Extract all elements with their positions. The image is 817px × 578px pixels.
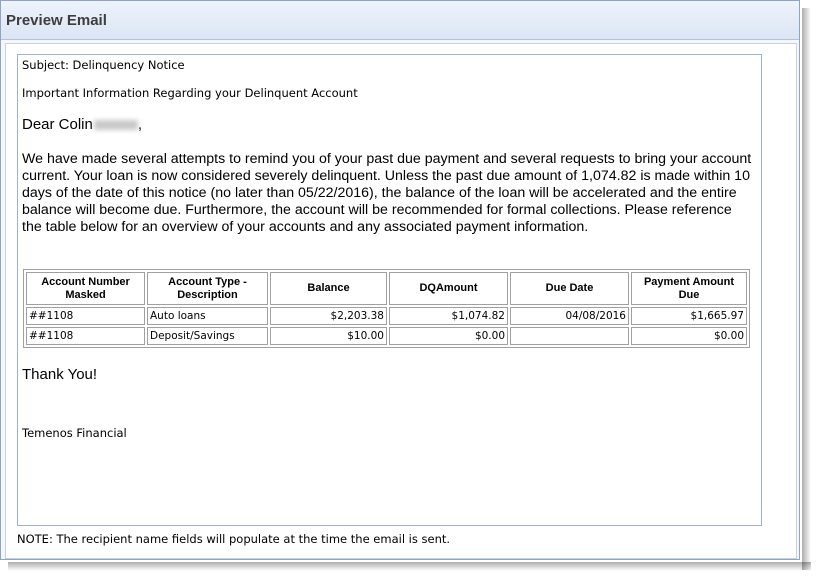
col-header-payment-due: Payment Amount Due	[631, 272, 747, 305]
email-thanks: Thank You!	[22, 366, 98, 383]
window-shadow-right	[802, 8, 811, 570]
redacted-last-name	[94, 120, 138, 130]
cell-due-date: 04/08/2016	[510, 307, 629, 325]
cell-account-number: ##1108	[26, 307, 145, 325]
cell-due-date	[510, 327, 629, 345]
cell-payment-due: $0.00	[631, 327, 747, 345]
panel-title: Preview Email	[6, 12, 107, 29]
email-preview-frame[interactable]	[17, 54, 762, 526]
window-shadow-bottom	[8, 562, 811, 571]
cell-account-type: Deposit/Savings	[147, 327, 268, 345]
cell-account-type: Auto loans	[147, 307, 268, 325]
table-row	[26, 327, 747, 345]
cell-account-number: ##1108	[26, 327, 145, 345]
panel-content	[5, 43, 797, 559]
email-subject: Subject: Delinquency Notice	[22, 58, 185, 72]
cell-balance: $2,203.38	[270, 307, 387, 325]
cell-payment-due: $1,665.97	[631, 307, 747, 325]
email-heading: Important Information Regarding your Delinquent Account	[22, 86, 358, 100]
greeting-text: Dear Colin	[22, 116, 93, 133]
table-header-row	[26, 272, 747, 305]
panel-header	[1, 1, 799, 40]
col-header-account-type: Account Type - Description	[147, 272, 268, 305]
cell-dq-amount: $0.00	[389, 327, 508, 345]
email-body: We have made several attempts to remind you of your past due payment and several requests to bring your account current. Your loan is now considered severely delinquent. Unless the past due amount of 1,074.82 is made within 10 days of the date of this notice (no later than 05/22/2016), the balance of the loan will be accelerated and the entire balance will become due. Furthermore, the account will be recommended for formal collections. Please reference the table below for an overview of your accounts and any associated payment information.	[22, 151, 752, 235]
col-header-dq-amount: DQAmount	[389, 272, 508, 305]
recipient-note: NOTE: The recipient name fields will populate at the time the email is sent.	[17, 532, 451, 546]
cell-balance: $10.00	[270, 327, 387, 345]
col-header-due-date: Due Date	[510, 272, 629, 305]
col-header-account-number: Account Number Masked	[26, 272, 145, 305]
table-row	[26, 307, 747, 325]
email-greeting	[22, 116, 142, 133]
cell-dq-amount: $1,074.82	[389, 307, 508, 325]
greeting-comma: ,	[137, 116, 143, 133]
col-header-balance: Balance	[270, 272, 387, 305]
email-signature: Temenos Financial	[22, 426, 127, 440]
accounts-table	[23, 269, 750, 348]
